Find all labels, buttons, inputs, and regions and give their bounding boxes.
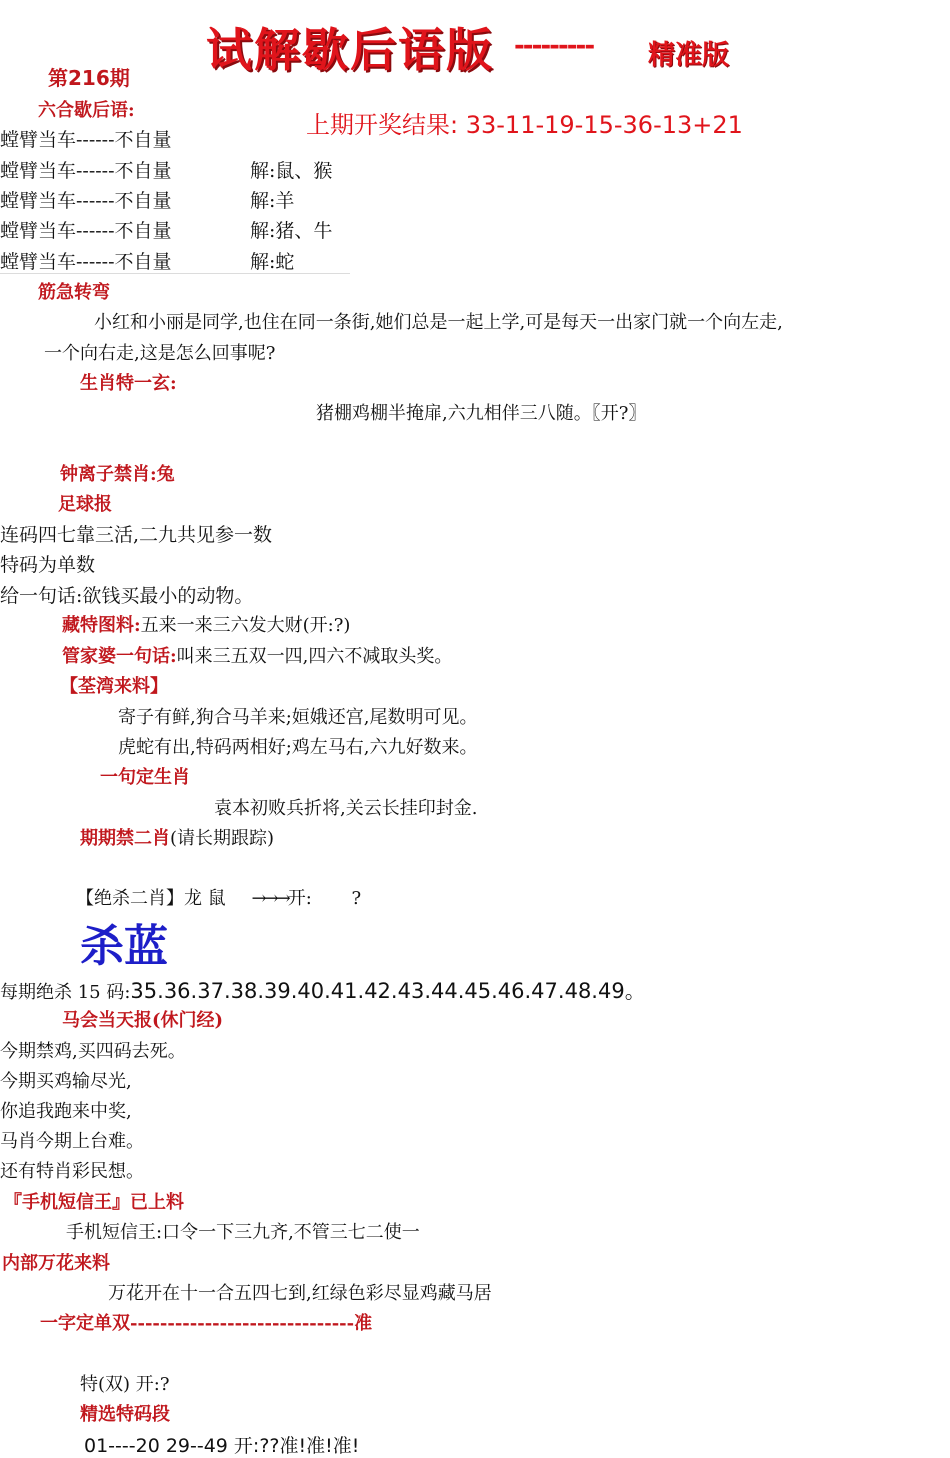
horse-report-line-2: 今期买鸡输尽光, bbox=[0, 1071, 132, 1092]
riddle-heading: 筋急转弯 bbox=[38, 282, 110, 303]
kill-fifteen bbox=[0, 975, 646, 1005]
wanhua-text: 万花开在十一合五四七到,红绿色彩尽显鸡藏马居 bbox=[108, 1283, 492, 1304]
football-heading: 足球报 bbox=[58, 494, 112, 515]
hidden-pic-text: 五来一来三六发大财(开:?) bbox=[140, 615, 351, 636]
xiehouyu-heading: 六合歇后语: bbox=[38, 100, 135, 121]
ban-two-note: (请长期跟踪) bbox=[170, 828, 275, 849]
housekeeper-text: 叫来三五双一四,四六不减取头奖。 bbox=[176, 646, 453, 667]
title-suffix: 精准版 bbox=[648, 40, 729, 71]
zhongli-ban: 钟离子禁肖:兔 bbox=[60, 464, 175, 485]
horse-report-line-1: 今期禁鸡,买四码去死。 bbox=[0, 1041, 186, 1062]
xiehouyu-answer-4: 解:猪、牛 bbox=[250, 220, 333, 242]
quanwan-line-1: 寄子有鲜,狗合马羊来;姮娥还宫,尾数明可见。 bbox=[118, 707, 478, 728]
sms-king-text: 手机短信王:口令一下三九齐,不管三七二使一 bbox=[66, 1222, 420, 1243]
title-dashes: --------- bbox=[514, 31, 594, 61]
football-line-2: 特码为单数 bbox=[0, 554, 96, 576]
quanwan-line-2: 虎蛇有出,特码两相好;鸡左马右,六九好数来。 bbox=[118, 737, 478, 758]
horse-report-line-3: 你追我跑来中奖, bbox=[0, 1101, 132, 1122]
kill-two-mark: ? bbox=[351, 888, 362, 909]
wanhua-heading: 内部万花来料 bbox=[2, 1253, 110, 1274]
range-text: 01----20 29--49 开:??准!准!准! bbox=[84, 1435, 360, 1457]
xiehouyu-answer-3: 解:羊 bbox=[250, 190, 295, 212]
one-sentence-text: 袁本初败兵折将,关云长挂印封金. bbox=[214, 798, 478, 819]
xiehouyu-row-5: 螳臂当车------不自量 bbox=[0, 251, 172, 273]
horse-report-heading: 马会当天报(休门经) bbox=[62, 1010, 224, 1031]
ban-two-heading: 期期禁二肖 bbox=[80, 828, 170, 849]
xiehouyu-answer-2: 解:鼠、猴 bbox=[250, 160, 333, 182]
issue-number: 第216期 bbox=[48, 66, 130, 90]
last-result-label: 上期开奖结果: bbox=[306, 111, 459, 139]
zodiac-mystery-text: 猪棚鸡棚半掩扉,六九相伴三八随。〖开?〗 bbox=[316, 403, 647, 424]
ban-two bbox=[80, 824, 274, 850]
last-result bbox=[306, 105, 743, 140]
xiehouyu-row-2: 螳臂当车------不自量 bbox=[0, 160, 172, 182]
one-sentence-heading: 一句定生肖 bbox=[100, 767, 190, 788]
football-line-3: 给一句话:欲钱买最小的动物。 bbox=[0, 585, 254, 607]
kill-fifteen-label: 每期绝杀 15 码: bbox=[0, 982, 131, 1003]
last-result-value: 33-11-19-15-36-13+21 bbox=[465, 111, 743, 139]
hidden-pic bbox=[62, 611, 350, 637]
kill-color: 杀蓝 bbox=[80, 921, 168, 972]
kill-two-label: 【绝杀二肖】龙 鼠 bbox=[76, 888, 226, 909]
kill-fifteen-numbers: 35.36.37.38.39.40.41.42.43.44.45.46.47.48.49。 bbox=[130, 979, 646, 1003]
divider-line bbox=[0, 273, 350, 274]
housekeeper-label: 管家婆一句话: bbox=[62, 646, 177, 667]
quanwan-heading: 【荃湾来料】 bbox=[60, 676, 168, 697]
range-heading: 精选特码段 bbox=[80, 1404, 170, 1425]
housekeeper bbox=[62, 642, 452, 668]
horse-report-line-4: 马肖今期上台难。 bbox=[0, 1131, 144, 1152]
horse-report-line-5: 还有特肖彩民想。 bbox=[0, 1161, 144, 1182]
sms-king-heading: 『手机短信王』已上料 bbox=[4, 1192, 184, 1213]
kill-two-open: 开: bbox=[287, 888, 312, 909]
single-double-heading: 一字定单双------------------------------准 bbox=[40, 1313, 373, 1334]
single-double-text: 特(双) 开:? bbox=[80, 1374, 170, 1395]
page-title: 试解歇后语版 bbox=[206, 23, 494, 77]
riddle-line-1: 小红和小丽是同学,也住在同一条街,她们总是一起上学,可是每天一出家门就一个向左走, bbox=[94, 312, 783, 333]
xiehouyu-row-4: 螳臂当车------不自量 bbox=[0, 220, 172, 242]
riddle-line-2: 一个向右走,这是怎么回事呢? bbox=[44, 343, 276, 364]
xiehouyu-row-3: 螳臂当车------不自量 bbox=[0, 190, 172, 212]
hidden-pic-label: 藏特图料: bbox=[62, 615, 141, 636]
xiehouyu-row-1: 螳臂当车------不自量 bbox=[0, 129, 172, 151]
kill-two bbox=[76, 884, 361, 910]
arrow-icon: →→→ bbox=[251, 888, 288, 909]
football-line-1: 连码四七靠三活,二九共见参一数 bbox=[0, 524, 273, 546]
xiehouyu-answer-5: 解:蛇 bbox=[250, 251, 295, 273]
zodiac-mystery-heading: 生肖特一玄: bbox=[80, 373, 177, 394]
